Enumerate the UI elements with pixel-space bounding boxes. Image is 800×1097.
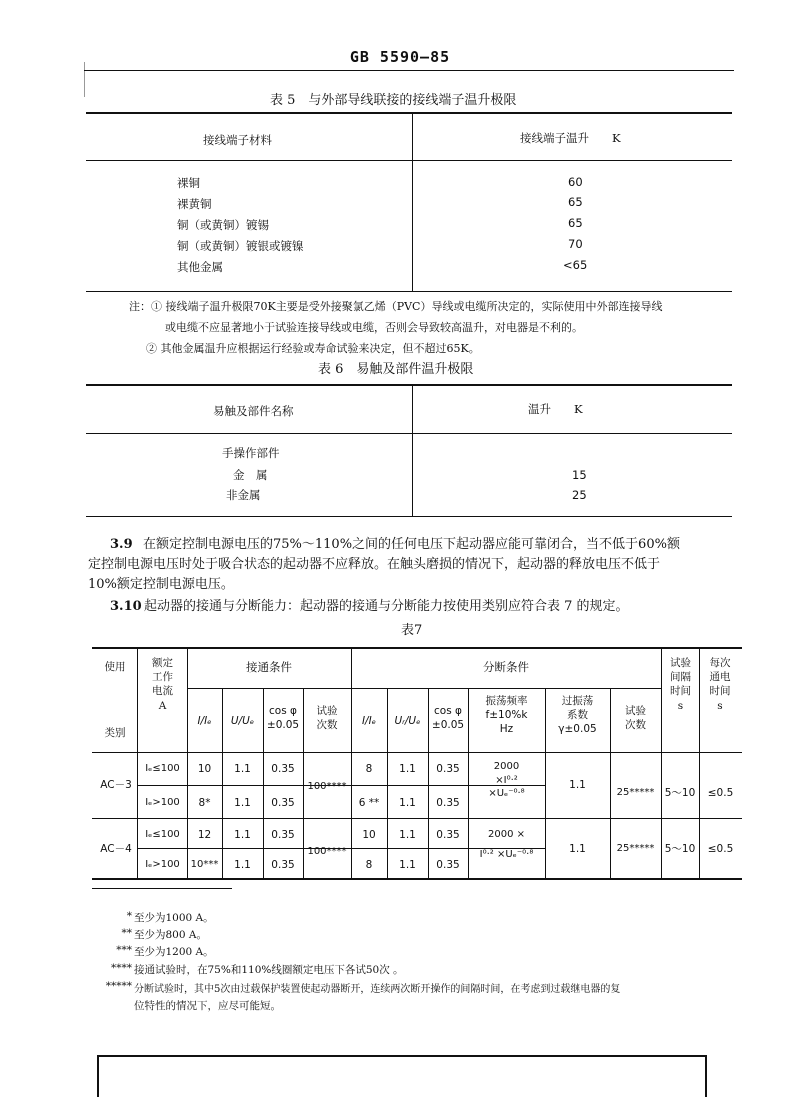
table7-ratio-i: 8* [198,797,211,809]
table7-current: Iₑ≤100 [145,763,180,774]
table5-note-3: ② 其他金属温升应根据运行经验或寿命试验来决定，但不超过65K。 [146,342,480,355]
page-header: GB 5590—85 [349,48,451,66]
table7-header-make: 接通条件 [246,660,292,674]
table6-divider [412,384,413,516]
table7-sub-trials-make: 试验 次数 [316,705,338,732]
table7-ratio-u: 1.1 [234,859,251,871]
table6-row-rise: 25 [572,488,587,502]
header-rule [84,70,734,71]
table7-category: AC－3 [100,779,132,791]
table7-freq: 2000 × I⁰·² ×Uₑ⁻⁰·⁸ [479,829,534,860]
footnote-text: 至少为1200 A。 [134,946,214,958]
table7-cos2: 0.35 [436,859,460,871]
table7-current: Iₑ>100 [145,859,180,870]
table7-cos: 0.35 [271,797,295,809]
table7-current: Iₑ≤100 [145,829,180,840]
table5-col2-header: 接线端子温升 K [520,131,621,145]
table6-row-name: 非金属 [226,488,261,502]
table7-sub-overshoot: 过振荡 系数 γ±0.05 [558,695,597,736]
table7-sub-trials-break: 试验 次数 [625,705,646,732]
table7-ratio-u2: 1.1 [399,829,416,841]
table7-trials-break: 25***** [616,843,655,854]
section-3-9-number: 3.9 [110,537,133,552]
table7-header-rated: 额定 工作 电流 A [152,657,173,712]
table7-each: ≤0.5 [707,843,734,855]
table5-bottom-rule [86,291,732,292]
footnote-mark: ***** [105,980,132,992]
table7-cos2: 0.35 [436,829,460,841]
table6-caption: 表 6 易触及部件温升极限 [318,362,474,377]
table7-each: ≤0.5 [707,787,734,799]
table6-row-name: 金 属 [233,468,268,482]
table7-header-interval: 试验 间隔 时间 s [670,657,691,712]
table7-ratio-u2: 1.1 [399,797,416,809]
table7-cos2: 0.35 [436,763,460,775]
footnote-mark: **** [111,962,132,974]
table7-cos2: 0.35 [436,797,460,809]
table7-sub-ratio-u: U/Uₑ [230,715,255,727]
table5-row-material: 铜（或黄铜）镀锡 [177,218,269,232]
table6-bottom-rule [86,516,732,517]
table7-header-use: 使用 [104,661,126,673]
table7-ratio-u: 1.1 [234,797,251,809]
table7-ratio-i: 12 [197,829,212,841]
table7-ratio-i: 10*** [190,859,219,870]
table5-caption: 表 5 与外部导线联接的接线端子温升极限 [270,93,517,108]
table7-trials-make: 100**** [307,781,347,792]
binding-mark [84,62,85,97]
table7-ratio-i2: 8 [365,859,373,871]
footnote-mark: * [126,910,132,922]
table7-top-rule [92,647,742,649]
table7-caption: 表7 [401,623,423,638]
table7-cos: 0.35 [271,859,295,871]
section-3-9-line: 在额定控制电源电压的75%～110%之间的任何电压下起动器应能可靠闭合，当不低于60%额 [143,537,680,552]
table6-top-rule [86,384,732,386]
table5-header-rule [86,160,732,161]
table7-ratio-u2: 1.1 [399,859,416,871]
table7-bottom-rule [92,878,742,880]
table5-note-1: 注：① 接线端子温升极限70K主要是受外接聚氯乙烯（PVC）导线或电缆所决定的，实际使用中外部连接导线 [129,300,663,313]
table7-header-rule [92,752,742,753]
footnote-mark: ** [121,927,132,939]
table6-row-rise: 15 [572,468,587,482]
footnote-text: 至少为1000 A。 [134,912,214,924]
table5-row-rise: 65 [568,216,583,230]
footnote-text: 至少为800 A。 [134,929,207,941]
table5-col1-header: 接线端子材料 [203,133,272,147]
table5-note-2: 或电缆不应显著地小于试验连接导线或电缆，否则会导致较高温升，对电器是不利的。 [165,321,583,334]
table7-category: AC－4 [100,843,132,855]
table7-interval: 5～10 [664,787,696,799]
table7-ratio-u: 1.1 [234,829,251,841]
table5-row-rise: 70 [568,237,583,251]
table7-group-rule [92,818,742,819]
table7-cos: 0.35 [271,763,295,775]
table7-sub-ratio-i2: I/Iₑ [361,715,377,727]
table7-overshoot: 1.1 [569,779,586,791]
footnote-mark: *** [116,944,132,956]
table7-ratio-i2: 10 [362,829,376,841]
section-3-10-number: 3.10 [110,599,142,614]
table7-current: Iₑ>100 [145,797,180,808]
table7-header-break: 分断条件 [483,660,529,674]
table7-trials-make: 100**** [307,846,347,857]
table5-row-material: 其他金属 [177,260,223,274]
section-3-9-line: 定控制电源电压时处于吸合状态的起动器不应释放。在触头磨损的情况下，起动器的释放电压不低于 [88,557,661,572]
table5-row-rise: 65 [568,195,583,209]
table7-ratio-u2: 1.1 [399,763,416,775]
table5-row-rise: 60 [568,175,583,189]
table5-row-material: 铜（或黄铜）镀银或镀镍 [177,239,304,253]
table7-header-category: 类别 [104,727,126,739]
table7-freq: 2000 ×I⁰·² ×Uₑ⁻⁰·⁸ [488,761,525,799]
footnote-text: 接通试验时，在75%和110%线圈额定电压下各试50次 。 [134,964,404,976]
footnote-text: 分断试验时，其中5次由过载保护装置使起动器断开，连续两次断开操作的间隔时间，在考虑到过载继电器的复 [134,984,621,995]
table7-sub-cos-make: cos φ ±0.05 [266,705,300,732]
table7-cos: 0.35 [271,829,295,841]
table5-row-material: 裸铜 [177,176,200,190]
table7-ratio-i2: 8 [365,763,373,775]
table5-divider [412,112,413,291]
table5-row-rise: <65 [563,258,588,272]
table7-subheader-rule [187,688,661,689]
table7-ratio-u: 1.1 [234,763,251,775]
table7-sub-cos-break: cos φ ±0.05 [431,705,465,732]
table6-col2-header: 温升 K [528,402,583,416]
footnote-rule [92,888,232,889]
section-3-10-text: 起动器的接通与分断能力：起动器的接通与分断能力按使用类别应符合表 7 的规定。 [144,599,629,614]
table7-sub-ratio-i: I/Iₑ [197,715,212,727]
table7-header-each: 每次 通电 时间 s [709,657,731,712]
table7-overshoot: 1.1 [569,843,586,855]
table6-col1-header: 易触及部件名称 [213,404,294,418]
table6-group-label: 手操作部件 [222,446,280,460]
table6-header-rule [86,433,732,434]
table7-interval: 5～10 [664,843,696,855]
table7-ratio-i2: 6 ** [358,797,380,809]
table7-trials-break: 25***** [616,787,655,798]
table7-sub-freq: 振荡频率 f±10%k Hz [485,695,528,736]
table7-ratio-i: 10 [197,763,212,775]
table5-row-material: 裸黄铜 [177,197,212,211]
footnote-continuation: 位特性的情况下，应尽可能短。 [134,1000,281,1012]
section-3-9-line: 10%额定控制电源电压。 [88,577,234,592]
table5-top-rule [86,112,732,114]
table7-sub-ratio-u2: Uᵣ/Uₑ [394,715,421,727]
